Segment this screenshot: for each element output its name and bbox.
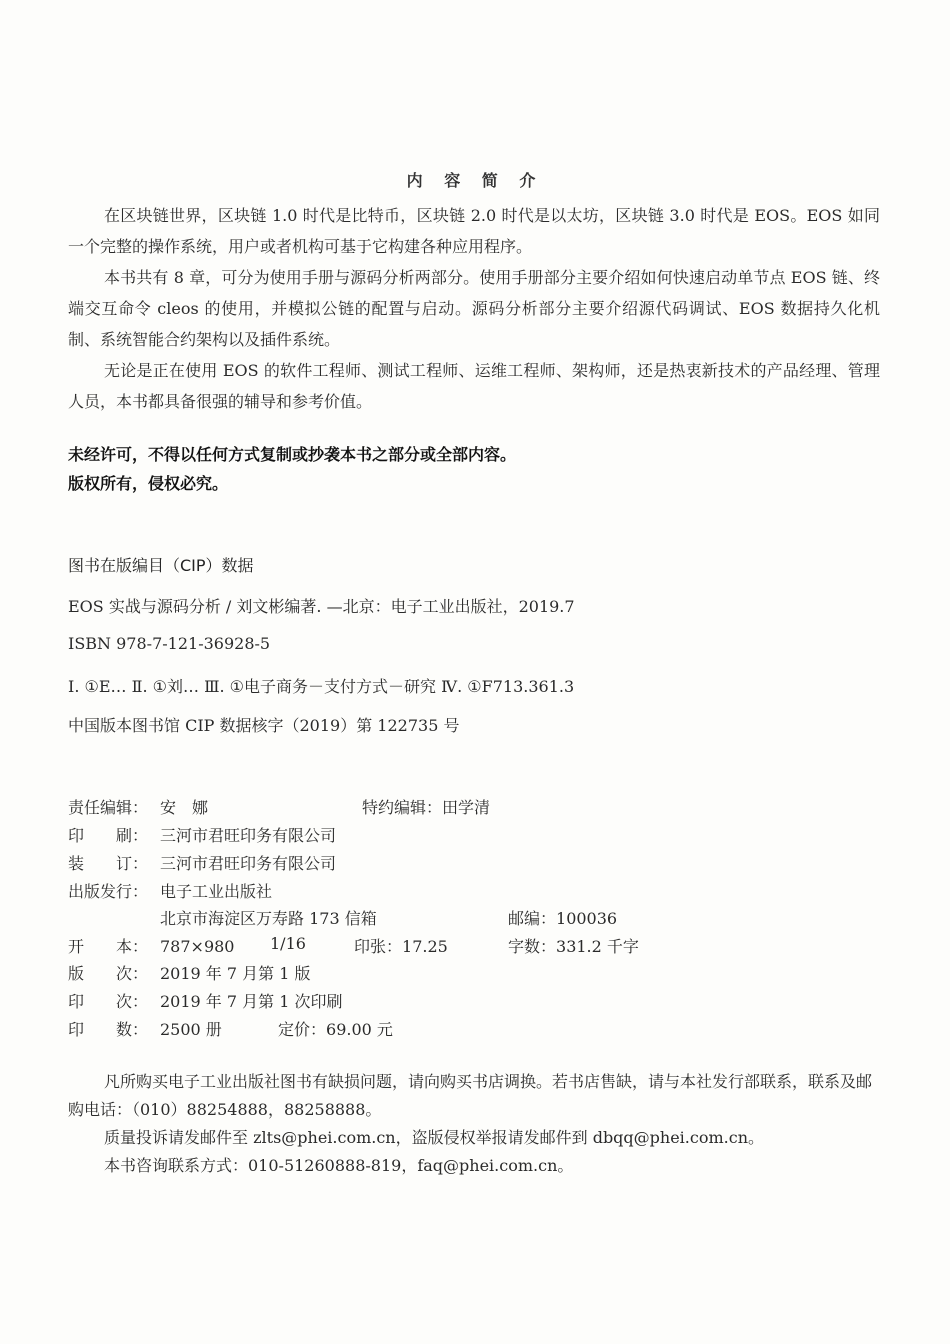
cip-number: 中国版本图书馆 CIP 数据核字（2019）第 122735 号	[68, 716, 460, 735]
footer-paragraph-3: 本书咨询联系方式：010-51260888-819，faq@phei.com.cn。	[104, 1156, 574, 1175]
summary-paragraph-3: 无论是正在使用 EOS 的软件工程师、测试工程师、运维工程师、架构师，还是热衷新技术的产品经理、管理人员，本书都具备很强的辅导和参考价值。	[68, 361, 880, 411]
imprint-address: 北京市海淀区万寿路 173 信箱	[160, 909, 377, 928]
printing-label: 印 次：	[68, 992, 149, 1011]
edition-label: 版 次：	[68, 964, 149, 983]
format-fraction: 1/16	[270, 934, 306, 953]
editor-label: 责任编辑：	[68, 798, 149, 817]
sheets-value: 17.25	[402, 937, 448, 956]
cip-heading: 图书在版编目（CIP）数据	[68, 556, 254, 575]
price-label: 定价：	[278, 1020, 327, 1039]
imprint-format	[68, 934, 234, 957]
imprint-special-editor	[362, 795, 490, 818]
rights-reserved: 版权所有，侵权必究。	[68, 474, 229, 493]
postcode-label: 邮编：	[508, 909, 557, 928]
footer-paragraph-1: 凡所购买电子工业出版社图书有缺损问题，请向购买书店调换。若书店售缺，请与本社发行部联系，联系及邮购电话：（010）88254888，88258888。	[68, 1072, 873, 1119]
special-editor-label: 特约编辑：	[362, 798, 443, 817]
cip-classification: Ⅰ. ①E… Ⅱ. ①刘… Ⅲ. ①电子商务－支付方式－研究 Ⅳ. ①F713.361.3	[68, 677, 575, 696]
printing-value: 2019 年 7 月第 1 次印刷	[160, 992, 343, 1011]
words-label: 字数：	[508, 937, 557, 956]
imprint-printing	[68, 989, 343, 1012]
edition-value: 2019 年 7 月第 1 版	[160, 964, 311, 983]
imprint-publisher	[68, 879, 272, 902]
imprint-postcode	[508, 906, 617, 929]
editor-value: 安 娜	[160, 798, 209, 817]
cip-title-line: EOS 实战与源码分析 / 刘文彬编著. —北京：电子工业出版社，2019.7	[68, 597, 575, 616]
binder-label: 装 订：	[68, 854, 149, 873]
special-editor-value: 田学清	[442, 798, 491, 817]
postcode-value: 100036	[556, 909, 618, 928]
imprint-edition	[68, 961, 311, 984]
footer-paragraph-2: 质量投诉请发邮件至 zlts@phei.com.cn，盗版侵权举报请发邮件到 dbqq@phei.com.cn。	[104, 1128, 765, 1147]
imprint-price	[278, 1017, 393, 1040]
format-value: 787×980	[160, 937, 235, 956]
publisher-value: 电子工业出版社	[160, 882, 273, 901]
publisher-label: 出版发行：	[68, 882, 149, 901]
cip-isbn: ISBN 978-7-121-36928-5	[68, 634, 271, 653]
printer-label: 印 刷：	[68, 826, 149, 845]
copies-value: 2500 册	[160, 1020, 222, 1039]
summary-paragraph-1: 在区块链世界，区块链 1.0 时代是比特币，区块链 2.0 时代是以太坊，区块链 3.0 时代是 EOS。EOS 如同一个完整的操作系统，用户或者机构可基于它构建各种应用程序。	[68, 206, 880, 256]
words-value: 331.2 千字	[556, 937, 639, 956]
summary-title: 内 容 简 介	[406, 171, 544, 190]
imprint-sheets	[354, 934, 448, 957]
imprint-editor	[68, 795, 208, 818]
imprint-binder	[68, 851, 336, 874]
copies-label: 印 数：	[68, 1020, 149, 1039]
format-label: 开 本：	[68, 937, 149, 956]
binder-value: 三河市君旺印务有限公司	[160, 854, 337, 873]
price-value: 69.00 元	[326, 1020, 393, 1039]
copyright-notice: 未经许可，不得以任何方式复制或抄袭本书之部分或全部内容。	[68, 445, 517, 464]
summary-paragraph-2: 本书共有 8 章，可分为使用手册与源码分析两部分。使用手册部分主要介绍如何快速启动单节点 EOS 链、终端交互命令 cleos 的使用，并模拟公链的配置与启动。源码分析部分主要介绍源代码调试、EOS 数据持久化机制、系统智能合约架构以及插件系统。	[68, 268, 880, 349]
imprint-copies	[68, 1017, 222, 1040]
imprint-words	[508, 934, 639, 957]
imprint-printer	[68, 823, 336, 846]
printer-value: 三河市君旺印务有限公司	[160, 826, 337, 845]
sheets-label: 印张：	[354, 937, 403, 956]
